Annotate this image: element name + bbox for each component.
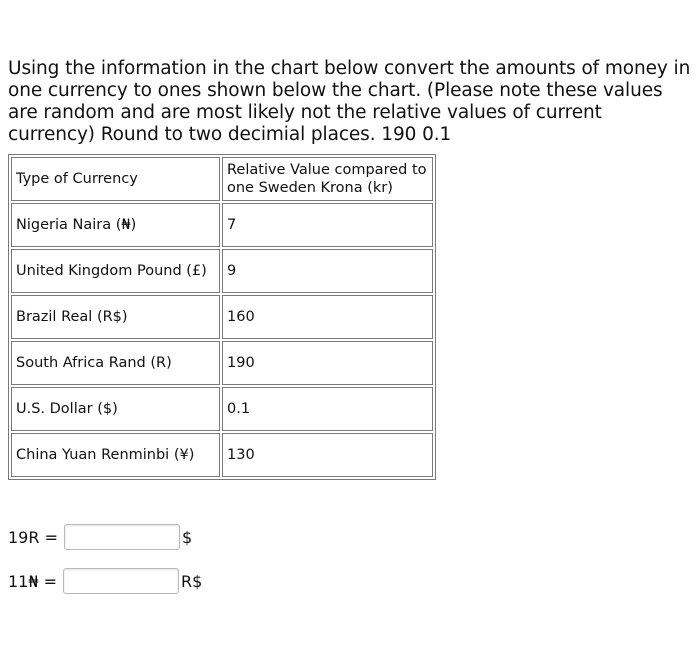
currency-value-cell: 0.1: [222, 387, 433, 431]
currency-name-cell: South Africa Rand (R): [11, 341, 220, 385]
currency-name-cell: U.S. Dollar ($): [11, 387, 220, 431]
table-row: [11, 433, 433, 477]
table-row: [11, 387, 433, 431]
table-row: [11, 203, 433, 247]
answer-input-naira-to-real[interactable]: [63, 568, 179, 594]
currency-table: [8, 154, 436, 480]
table-row: [11, 249, 433, 293]
answer-input-rand-to-dollar[interactable]: [64, 524, 180, 550]
answer-label: 11₦ =: [8, 571, 58, 591]
currency-value-cell: 9: [222, 249, 433, 293]
table-row: [11, 341, 433, 385]
currency-name-cell: China Yuan Renminbi (¥): [11, 433, 220, 477]
answer-unit: $: [181, 527, 193, 547]
currency-value-cell: 7: [222, 203, 433, 247]
header-relative-value: Relative Value compared to one Sweden Krona (kr): [222, 157, 433, 201]
answer-row-rand-to-dollar: [8, 524, 192, 550]
answer-row-naira-to-real: [8, 568, 202, 594]
currency-name-cell: United Kingdom Pound (£): [11, 249, 220, 293]
currency-value-cell: 190: [222, 341, 433, 385]
currency-name-cell: Brazil Real (R$): [11, 295, 220, 339]
currency-name-cell: Nigeria Naira (₦): [11, 203, 220, 247]
question-text: Using the information in the chart below convert the amounts of money in one currency to ones shown below the chart. (Please note these values are random and are most likely not the relative values of current currency) Round to two decimial places. 190 0.1: [8, 58, 691, 145]
answer-label: 19R =: [8, 527, 58, 547]
currency-value-cell: 160: [222, 295, 433, 339]
table-row: [11, 295, 433, 339]
currency-value-cell: 130: [222, 433, 433, 477]
table-header-row: [11, 157, 433, 201]
answer-unit: R$: [181, 571, 203, 591]
header-type-of-currency: Type of Currency: [11, 157, 220, 201]
